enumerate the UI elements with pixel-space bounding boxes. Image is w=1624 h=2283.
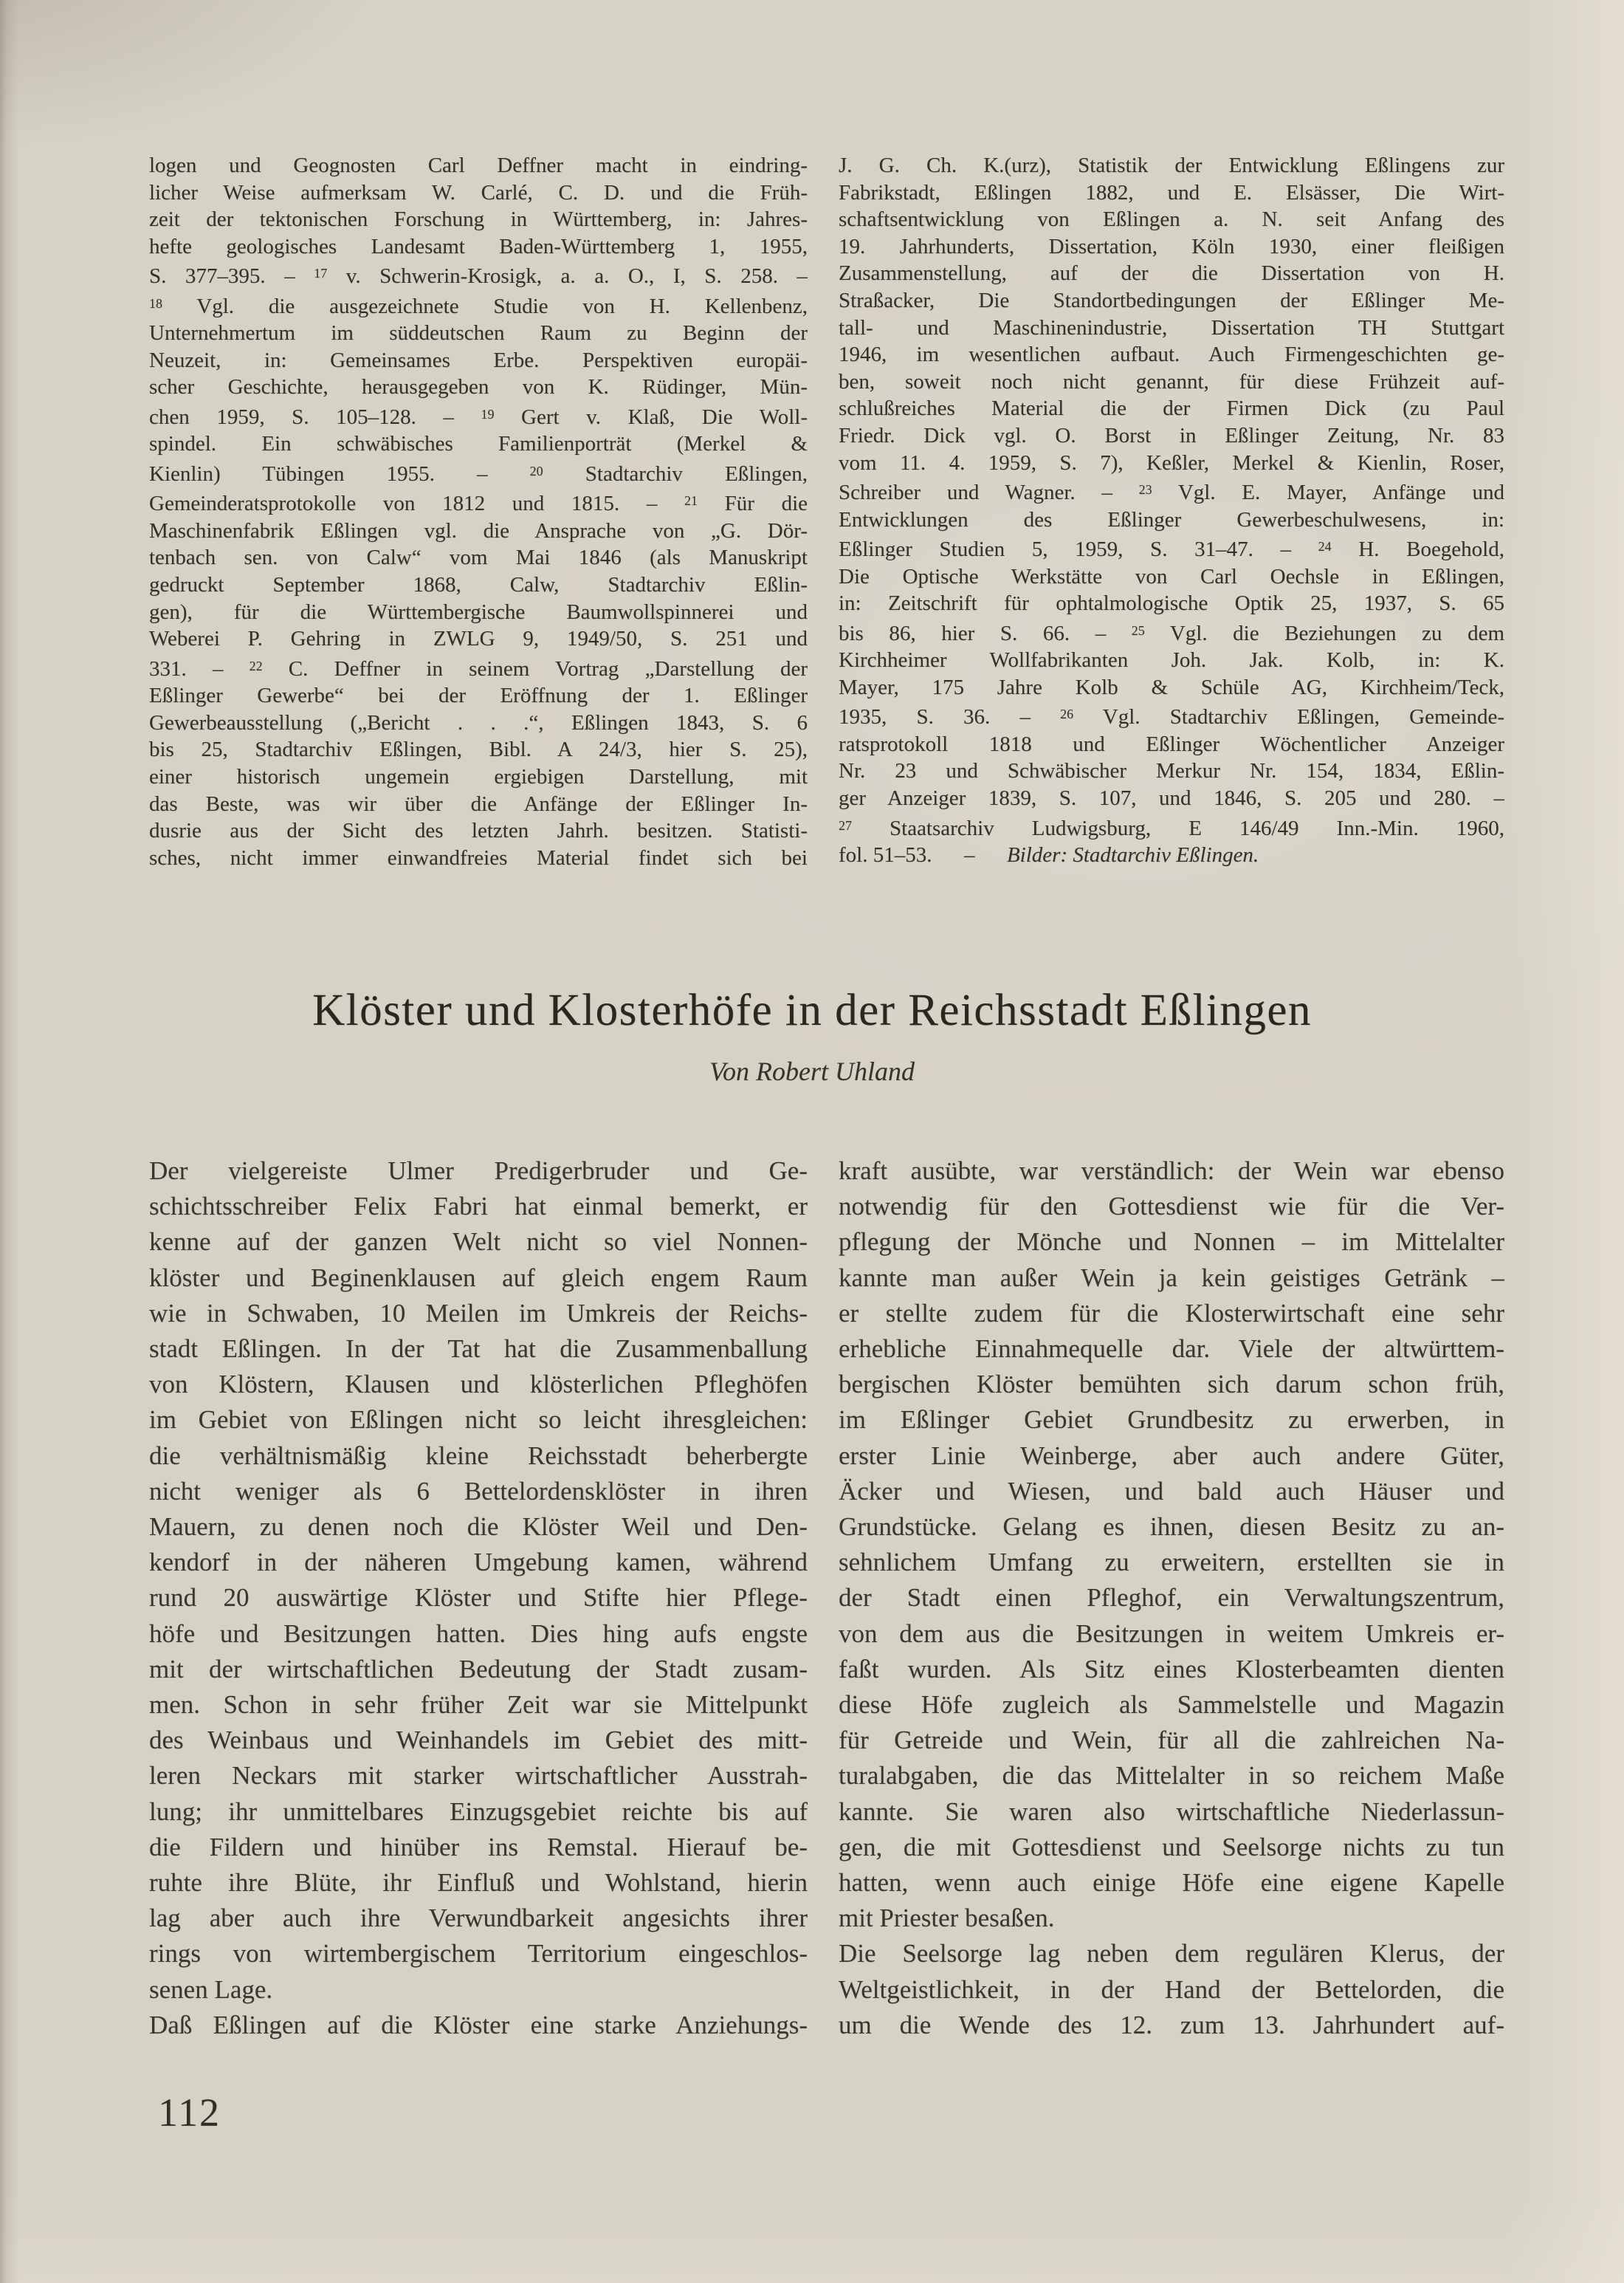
body-column-right: kraft ausübte, war verständlich: der Wein war ebenso notwendig für den Gottesdienst wie für die Ver- pflegung der Mönche und Nonnen – im Mittelalter kannte man außer Wein ja kein geistiges Getränk – er stellte zudem für die Klosterwirtschaft eine sehr erhebliche Einnahmequelle dar. Viele der altwürttem- bergischen Klöster bemühten sich darum schon früh, im Eßlinger Gebiet Grundbesitz zu erwerben, in erster Linie Weinberge, aber auch andere Güter, Äcker und Wiesen, und bald auch Häuser und Grundstücke. Gelang es ihnen, diesen Besitz zu an- sehnlichem Umfang zu erweitern, erstellten sie in der Stadt einen Pfleghof, ein Verwaltungszentrum, von dem aus die Besitzungen in weitem Umkreis er- faßt wurden. Als Sitz eines Klosterbeamten dienten diese Höfe zugleich als Sammelstelle und Magazin für Getreide und Wein, für all die zahlreichen Na- turalabgaben, die das Mittelalter in so reichem Maße kannte. Sie waren also wirtschaftliche Niederlassun- gen, die mit Gottesdienst und Seelsorge nichts zu tun hatten, wenn auch einige Höfe eine eigene Kapelle mit Priester besaßen. Die Seelsorge lag neben dem regulären Klerus, der Weltgeistlichkeit, in der Hand der Bettelorden, die um die Wende des 12. zum 13. Jahrhundert auf- [839, 1156, 1504, 2039]
footnotes-section [149, 152, 1504, 871]
footnote-column-left: logen und Geognosten Carl Deffner macht in eindring- licher Weise aufmerksam W. Carlé, C. D. und die Früh- zeit der tektonischen Forschung in Württemberg, in: Jahres- hefte geologisches Landesamt Baden-Württemberg 1, 1955, S. 377–395. – $^{17}$ v. Schwerin-Krosigk, a. a. O., I, S. 258. – $^{18}$ Vgl. die ausgezeichnete Studie von H. Kellenbenz, Unternehmertum im süddeutschen Raum zu Beginn der Neuzeit, in: Gemeinsames Erbe. Perspektiven europäi- scher Geschichte, herausgegeben von K. Rüdinger, Mün- chen 1959, S. 105–128. – $^{19}$ Gert v. Klaß, Die Woll- spindel. Ein schwäbisches Familienporträt (Merkel & Kienlin) Tübingen 1955. – $^{20}$ Stadtarchiv Eßlingen, Gemeinderatsprotokolle von 1812 und 1815. – $^{21}$ Für die Maschinenfabrik Eßlingen vgl. die Ansprache von „G. Dör- tenbach sen. von Calw“ vom Mai 1846 (als Manuskript gedruckt September 1868, Calw, Stadtarchiv Eßlin- gen), für die Württembergische Baumwollspinnerei und Weberei P. Gehring in ZWLG 9, 1949/50, S. 251 und 331. – $^{22}$ C. Deffner in seinem Vortrag „Darstellung der Eßlinger Gewerbe“ bei der Eröffnung der 1. Eßlinger Gewerbeausstellung („Bericht . . .“, Eßlingen 1843, S. 6 bis 25, Stadtarchiv Eßlingen, Bibl. A 24/3, hier S. 25), einer historisch ungemein ergiebigen Darstellung, mit das Beste, was wir über die Anfänge der Eßlinger In- dusrie aus der Sicht des letzten Jahrh. besitzen. Statisti- sches, nicht immer einwandfreies Material findet sich bei [149, 154, 808, 870]
article-body-section [149, 1153, 1504, 2043]
body-column-left: Der vielgereiste Ulmer Predigerbruder und Ge- schichtsschreiber Felix Fabri hat einmal bemerkt, er kenne auf der ganzen Welt nicht so viel Nonnen- klöster und Beginenklausen auf gleich engem Raum wie in Schwaben, 10 Meilen im Umkreis der Reichs- stadt Eßlingen. In der Tat hat die Zusammenballung von Klöstern, Klausen und klösterlichen Pfleghöfen im Gebiet von Eßlingen nicht so leicht ihresgleichen: die verhältnismäßig kleine Reichsstadt beherbergte nicht weniger als 6 Bettelordensklöster in ihren Mauern, zu denen noch die Klöster Weil und Den- kendorf in der näheren Umgebung kamen, während rund 20 auswärtige Klöster und Stifte hier Pflege- höfe und Besitzungen hatten. Dies hing aufs engste mit der wirtschaftlichen Bedeutung der Stadt zusam- men. Schon in sehr früher Zeit war sie Mittelpunkt des Weinbaus und Weinhandels im Gebiet des mitt- leren Neckars mit starker wirtschaftlicher Ausstrah- lung; ihr unmittelbares Einzugsgebiet reichte bis auf die Fildern und hinüber ins Remstal. Hierauf be- ruhte ihre Blüte, ihr Einfluß und Wohlstand, hierin lag aber auch ihre Verwundbarkeit angesichts ihrer rings von wirtembergischem Territorium eingeschlos- senen Lage. Daß Eßlingen auf die Klöster eine starke Anziehungs- [149, 1156, 808, 2039]
article-byline: Von Robert Uhland [709, 1057, 915, 1086]
footnote-column-right: J. G. Ch. K.(urz), Statistik der Entwicklung Eßlingens zur Fabrikstadt, Eßlingen 1882, und E. Elsässer, Die Wirt- schaftsentwicklung von Eßlingen a. N. seit Anfang des 19. Jahrhunderts, Dissertation, Köln 1930, einer fleißigen Zusammenstellung, auf der die Dissertation von H. Straßacker, Die Standortbedingungen der Eßlinger Me- tall- und Maschinenindustrie, Dissertation TH Stuttgart 1946, im wesentlichen aufbaut. Auch Firmengeschichten ge- ben, soweit noch nicht genannt, für diese Frühzeit auf- schlußreiches Material die der Firmen Dick (zu Paul Friedr. Dick vgl. O. Borst in Eßlinger Zeitung, Nr. 83 vom 11. 4. 1959, S. 7), Keßler, Merkel & Kienlin, Roser, Schreiber und Wagner. – $^{23}$ Vgl. E. Mayer, Anfänge und Entwicklungen des Eßlinger Gewerbeschulwesens, in: Eßlinger Studien 5, 1959, S. 31–47. – $^{24}$ H. Boegehold, Die Optische Werkstätte von Carl Oechsle in Eßlingen, in: Zeitschrift für ophtalmologische Optik 25, 1937, S. 65 bis 86, hier S. 66. – $^{25}$ Vgl. die Beziehungen zu dem Kirchheimer Wollfabrikanten Joh. Jak. Kolb, in: K. Mayer, 175 Jahre Kolb & Schüle AG, Kirchheim/Teck, 1935, S. 36. – $^{26}$ Vgl. Stadtarchiv Eßlingen, Gemeinde- ratsprotokoll 1818 und Eßlinger Wöchentlicher Anzeiger Nr. 23 und Schwäbischer Merkur Nr. 154, 1834, Eßlin- ger Anzeiger 1839, S. 107, und 1846, S. 205 und 280. – $^{27}$ Staatsarchiv Ludwigsburg, E 146/49 Inn.-Min. 1960, fol. 51–53. – Bilder: Stadtarchiv Eßlingen. [839, 154, 1504, 867]
article-title: Klöster und Klosterhöfe in der Reichsstadt Eßlingen [312, 986, 1312, 1035]
page-number: 112 [158, 2090, 221, 2135]
